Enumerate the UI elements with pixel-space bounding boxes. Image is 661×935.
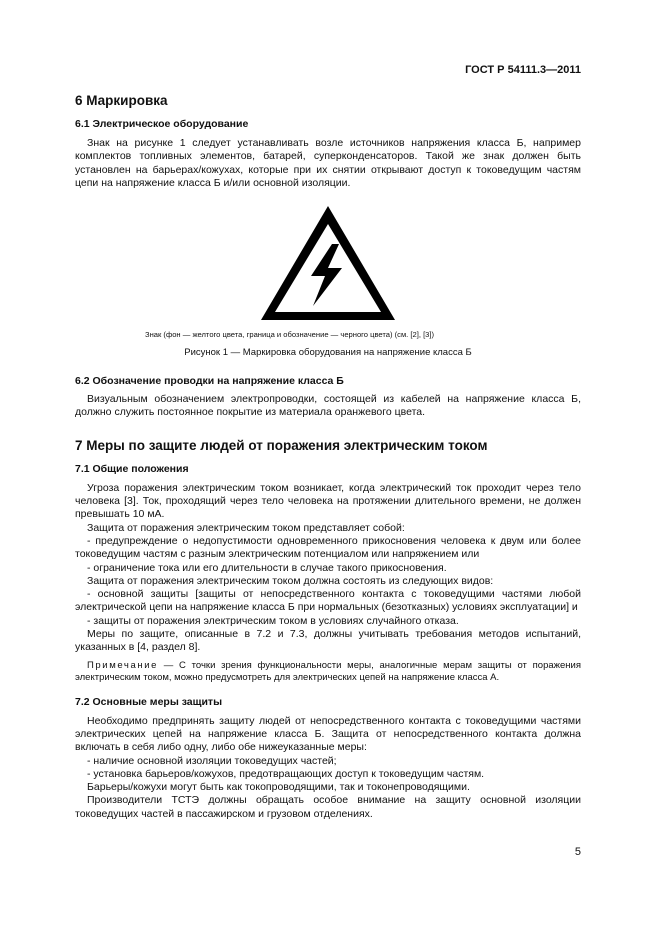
- figure-1-caption: Рисунок 1 — Маркировка оборудования на напряжение класса Б: [184, 347, 472, 359]
- subsection-7-2-title: 7.2 Основные меры защиты: [75, 695, 223, 708]
- paragraph-7-1-4: - ограничение тока или его длительности в случае такого прикосновения.: [87, 561, 447, 574]
- figure-1-note: Знак (фон — желтого цвета, граница и обозначение — черного цвета) (см. [2], [3]): [145, 330, 435, 340]
- paragraph-7-1-2: Защита от поражения электрическим током представляет собой:: [87, 521, 405, 534]
- paragraph-7-2-5: Производители ТСТЭ должны обращать особое внимание на защиту основной изоляции токоведущих частей в пассажирском и грузовом отделениях.: [75, 794, 581, 820]
- paragraph-6-1: Знак на рисунке 1 следует устанавливать возле источников напряжения класса Б, например комплектов топливных элементов, батарей, суперконденсаторов. Такой же знак должен быть установлен на барьерах/кожухах, которые при их снятии открывают доступ к токоведущим частям цепи на напряжение класса Б и/или основной изоляции.: [75, 137, 581, 189]
- paragraph-7-1-6: - основной защиты [защиты от непосредственного контакта с токоведущими частями любой электрической цепи на напряжение класса Б при нормальных (безотказных) условиях эксплуатации] и: [75, 588, 581, 614]
- note-text: — С точки зрения функциональности меры, аналогичные мерам защиты от поражения электрическим током, можно предусмотреть для электрических цепей на напряжение класса А.: [75, 659, 581, 684]
- paragraph-7-1-7: - защиты от поражения электрическим током в условиях случайного отказа.: [87, 614, 459, 627]
- paragraph-7-1-5: Защита от поражения электрическим током должна состоять из следующих видов:: [87, 574, 494, 587]
- paragraph-7-2-2: - наличие основной изоляции токоведущих частей;: [87, 754, 337, 767]
- page-number: 5: [574, 846, 581, 858]
- note-7-1: [75, 660, 581, 685]
- paragraph-7-2-1: Необходимо предпринять защиту людей от непосредственного контакта с токоведущими частями электрических цепей на напряжение класса Б. Защита от непосредственного контакта должна включать в себя либо одну, либо обе нижеуказанные меры:: [75, 714, 581, 754]
- paragraph-7-1-8: Меры по защите, описанные в 7.2 и 7.3, должны учитывать требования методов испытаний, указанных в [4, раздел 8].: [75, 628, 581, 654]
- section-6-title: 6 Маркировка: [75, 93, 168, 108]
- figure-1: [75, 204, 581, 358]
- page-content: [75, 93, 581, 821]
- subsection-7-1-title: 7.1 Общие положения: [75, 462, 189, 475]
- subsection-6-1-title: 6.1 Электрическое оборудование: [75, 118, 249, 130]
- high-voltage-warning-icon: [259, 204, 397, 322]
- paragraph-7-1-3: - предупреждение о недопустимости одновременного прикосновения человека к двум или более токоведущим частям с разным электрическим потенциалом или напряжением или: [75, 534, 581, 561]
- paragraph-7-2-3: - установка барьеров/кожухов, предотвращающих доступ к токоведущим частям.: [87, 767, 485, 780]
- standard-number: ГОСТ Р 54111.3—2011: [465, 64, 581, 76]
- subsection-6-2-title: 6.2 Обозначение проводки на напряжение класса Б: [75, 375, 344, 388]
- section-7-title: 7 Меры по защите людей от поражения электрическим током: [75, 437, 488, 453]
- paragraph-6-2: Визуальным обозначением электропроводки, состоящей из кабелей на напряжение класса Б, должно служить постоянное покрытие из материала оранжевого цвета.: [75, 393, 581, 419]
- note-label: Примечание: [87, 659, 158, 671]
- paragraph-7-1-1: Угроза поражения электрическим током возникает, когда электрический ток проходит через тело человека [3]. Ток, проходящий через тело человека на протяжении длительного времени, не должен превышать 10 мА.: [75, 481, 581, 521]
- paragraph-7-2-4: Барьеры/кожухи могут быть как токопроводящими, так и токонепроводящими.: [87, 781, 470, 794]
